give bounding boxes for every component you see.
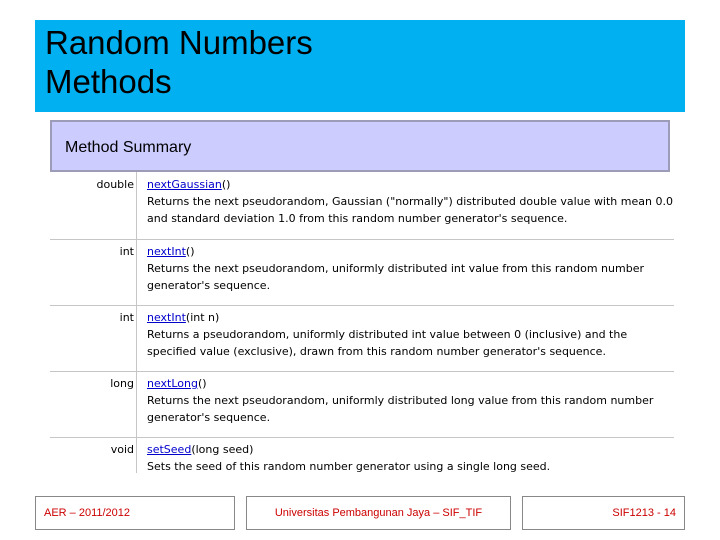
method-description-cell	[147, 243, 673, 294]
slide-title-line2: Methods	[45, 63, 172, 100]
table-row	[50, 371, 674, 438]
summary-header	[50, 120, 670, 172]
slide-title	[45, 23, 313, 101]
method-args: (long seed)	[191, 443, 254, 456]
method-description: Returns the next pseudorandom, uniformly distributed long value from this random number generator's sequence.	[147, 394, 654, 424]
method-link[interactable]: nextLong	[147, 377, 198, 390]
method-link[interactable]: nextInt	[147, 245, 186, 258]
method-description-cell	[147, 309, 673, 360]
footer-right: SIF1213 - 14	[612, 507, 676, 519]
method-link[interactable]: nextGaussian	[147, 178, 222, 191]
table-row	[50, 172, 674, 240]
table-row	[50, 305, 674, 372]
method-args: ()	[221, 178, 231, 191]
table-row	[50, 239, 674, 306]
method-args: (int n)	[185, 311, 220, 324]
summary-header-title: Method Summary	[65, 139, 192, 156]
method-description-cell	[147, 176, 673, 227]
table-row	[50, 437, 674, 473]
return-type: int	[50, 305, 137, 371]
method-description-cell	[147, 441, 673, 475]
method-link[interactable]: setSeed	[147, 443, 192, 456]
return-type: long	[50, 371, 137, 437]
method-description: Returns the next pseudorandom, uniformly distributed int value from this random number generator's sequence.	[147, 262, 644, 292]
method-description: Returns the next pseudorandom, Gaussian ("normally") distributed double value with mean 0.0 and standard deviation 1.0 from this random number generator's sequence.	[147, 195, 673, 225]
method-args: ()	[185, 245, 195, 258]
slide-title-line1: Random Numbers	[45, 24, 313, 61]
footer-center: Universitas Pembangunan Jaya – SIF_TIF	[274, 507, 483, 519]
method-description: Sets the seed of this random number generator using a single long seed.	[147, 460, 551, 473]
footer-left-box	[35, 496, 235, 530]
footer-center-box	[246, 496, 511, 530]
method-description-cell	[147, 375, 673, 426]
return-type: int	[50, 239, 137, 305]
footer-right-box	[522, 496, 685, 530]
method-summary-table	[50, 120, 674, 473]
return-type: double	[50, 172, 137, 239]
footer-left: AER – 2011/2012	[44, 507, 131, 519]
return-type: void	[50, 437, 137, 473]
method-description: Returns a pseudorandom, uniformly distributed int value between 0 (inclusive) and the specified value (exclusive), drawn from this random number generator's sequence.	[147, 328, 628, 358]
method-args: ()	[198, 377, 207, 390]
method-link[interactable]: nextInt	[147, 311, 186, 324]
